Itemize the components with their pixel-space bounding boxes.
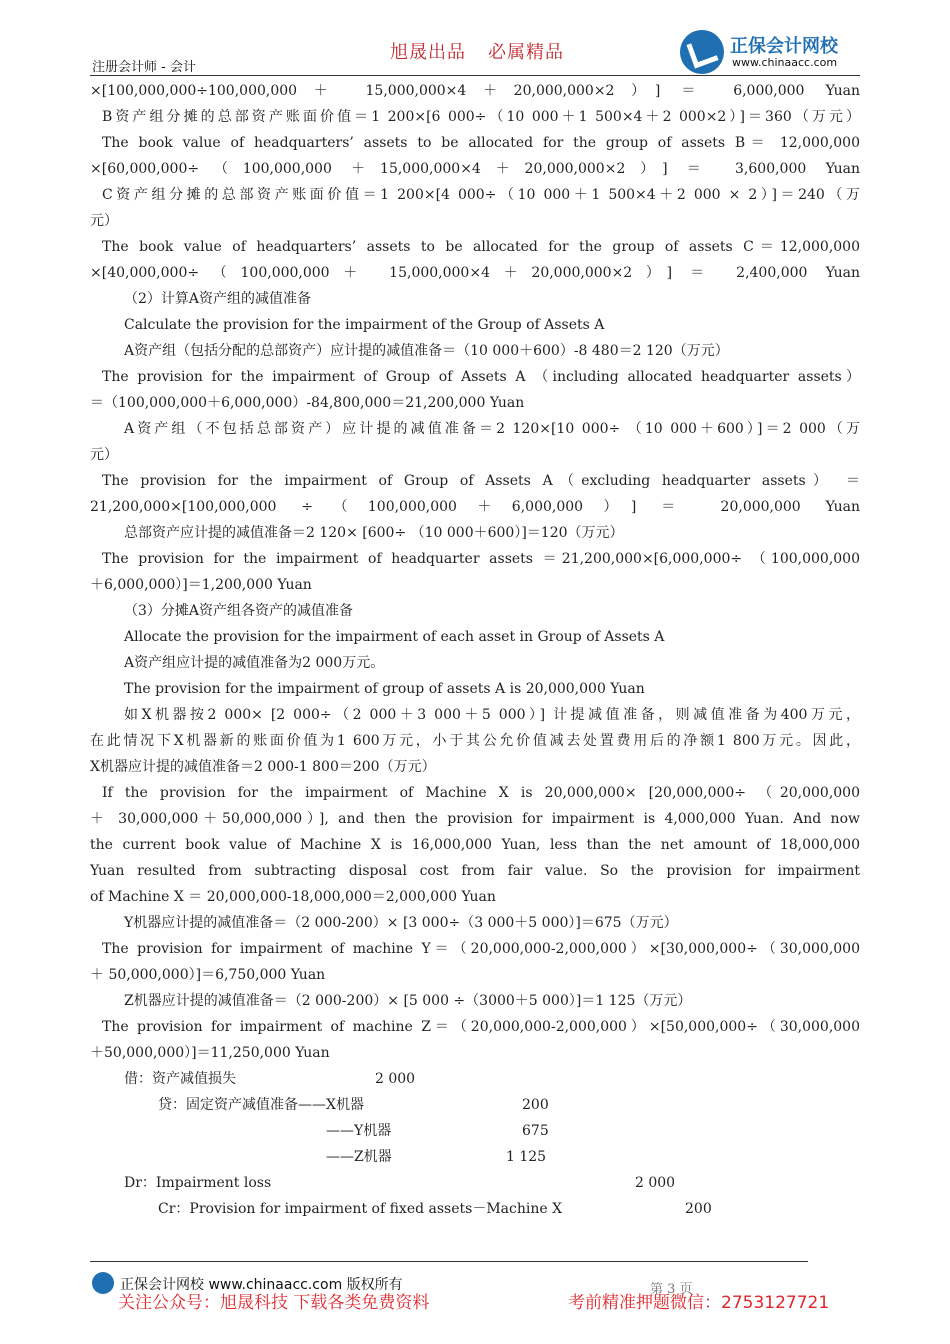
journal-amount: 200 xyxy=(685,1201,712,1217)
journal-entry xyxy=(90,1196,860,1222)
text-line: the current book value of Machine X is 16,000,000 Yuan, less than the net amount of 18,000,000 xyxy=(90,837,860,853)
section-heading: （2）计算A资产组的减值准备 xyxy=(124,291,312,307)
text-line: 元） xyxy=(90,213,118,229)
text-line: B资产组分摊的总部资产账面价值＝1 200×[6 000÷（10 000＋1 500×4＋2 000×2）]＝360（万元） xyxy=(102,109,860,125)
journal-amount: 675 xyxy=(522,1123,549,1139)
text-line: ＋ 50,000,000）]＝6,750,000 Yuan xyxy=(90,967,326,983)
journal-entry xyxy=(90,1092,860,1118)
text-line: The provision for the impairment of headquarter assets ＝21,200,000×[6,000,000÷ （100,000,000 xyxy=(102,551,860,567)
text-line: The book value of headquarters’ assets to be allocated for the group of assets B＝ 12,000,000 xyxy=(102,135,860,151)
text-line: The provision for the impairment of Group of Assets A （including allocated headquarter assets） xyxy=(102,369,860,385)
slogan-right: 必属精品 xyxy=(488,42,564,63)
text-line: 21,200,000×[100,000,000 ÷（100,000,000＋6,000,000）] ＝ 20,000,000 Yuan xyxy=(90,499,860,515)
text-line: 元） xyxy=(90,447,118,463)
text-line: ＋ 30,000,000＋50,000,000）], and then the provision for impairment is 4,000,000 Yuan. And now xyxy=(90,811,860,827)
journal-entry xyxy=(90,1066,860,1092)
footer-brand: 正保会计网校 www.chinaacc.com 版权所有 xyxy=(120,1277,403,1293)
page-number: 第 3 页 xyxy=(650,1282,693,1297)
logo-name: 正保会计网校 xyxy=(730,36,838,57)
text-line: of Machine X ＝ 20,000,000-18,000,000＝2,000,000 Yuan xyxy=(90,889,496,905)
text-line: ×[100,000,000÷100,000,000＋ 15,000,000×4＋20,000,000×2）] ＝ 6,000,000 Yuan xyxy=(90,83,860,99)
text-line: 如X机器按2 000× [2 000÷（2 000＋3 000＋5 000）] 计提减值准备，则减值准备为400万元， xyxy=(124,707,860,723)
section-heading: （3）分摊A资产组各资产的减值准备 xyxy=(124,603,354,619)
header-slogan xyxy=(390,38,564,64)
text-line: If the provision for the impairment of Machine X is 20,000,000× [20,000,000÷ （20,000,000 xyxy=(102,785,860,801)
text-line: The provision for impairment of machine Y＝（20,000,000-2,000,000）×[30,000,000÷（30,000,000 xyxy=(102,941,860,957)
text-line: The provision for the impairment of group of assets A is 20,000,000 Yuan xyxy=(124,681,645,697)
text-line: The provision for the impairment of Group of Assets A（excluding headquarter assets） ＝ xyxy=(102,473,860,489)
journal-entry xyxy=(90,1170,860,1196)
text-line: ×[60,000,000÷（100,000,000 ＋15,000,000×4＋20,000,000×2）] ＝ 3,600,000 Yuan xyxy=(90,161,860,177)
journal-account: Dr：Impairment loss xyxy=(124,1175,272,1191)
text-line: A资产组（包括分配的总部资产）应计提的减值准备＝（10 000＋600）-8 480＝2 120（万元） xyxy=(124,343,729,359)
chinaacc-logo xyxy=(680,30,860,74)
text-line: Y机器应计提的减值准备＝（2 000-200）× [3 000÷（3 000＋5 000）]＝675（万元） xyxy=(124,915,678,931)
slogan-left: 旭晟出品 xyxy=(390,42,466,63)
journal-amount: 2 000 xyxy=(635,1175,676,1191)
course-title: 注册会计师 - 会计 xyxy=(92,60,196,75)
text-line: A资产组（不包括总部资产）应计提的减值准备＝2 120×[10 000÷ （10 000＋600）]＝2 000（万 xyxy=(124,421,860,437)
header-divider xyxy=(90,75,860,76)
journal-account: ——Y机器 xyxy=(326,1123,392,1139)
journal-account: 借：资产减值损失 xyxy=(124,1071,236,1087)
text-line: X机器应计提的减值准备＝2 000-1 800＝200（万元） xyxy=(90,759,436,775)
text-line: Yuan resulted from subtracting disposal cost from fair value. So the provision for impairment xyxy=(90,863,860,879)
journal-account: 贷：固定资产减值准备——X机器 xyxy=(158,1097,364,1113)
text-line: 总部资产应计提的减值准备＝2 120× [600÷ （10 000＋600）]＝120（万元） xyxy=(124,525,624,541)
journal-entry xyxy=(90,1144,860,1170)
journal-amount: 200 xyxy=(522,1097,549,1113)
journal-entry xyxy=(90,1118,860,1144)
logo-icon xyxy=(680,30,724,74)
text-line: ×[40,000,000÷（100,000,000＋ 15,000,000×4＋20,000,000×2）] ＝ 2,400,000 Yuan xyxy=(90,265,860,281)
footer-divider xyxy=(90,1261,808,1262)
footer-logo-icon xyxy=(92,1272,114,1294)
journal-account: Cr：Provision for impairment of fixed assets－Machine X xyxy=(158,1201,563,1217)
journal-amount: 2 000 xyxy=(375,1071,416,1087)
footer-contact: 考前精准押题微信：2753127721 xyxy=(568,1293,830,1313)
logo-url: www.chinaacc.com xyxy=(732,56,838,69)
journal-account: ——Z机器 xyxy=(326,1149,392,1165)
text-line: Allocate the provision for the impairment of each asset in Group of Assets A xyxy=(124,629,665,645)
text-line: The provision for impairment of machine Z＝（20,000,000-2,000,000）×[50,000,000÷（30,000,000 xyxy=(102,1019,860,1035)
text-line: ＋50,000,000）]＝11,250,000 Yuan xyxy=(90,1045,330,1061)
text-line: Z机器应计提的减值准备＝（2 000-200）× [5 000 ÷（3000＋5 000）]＝1 125（万元） xyxy=(124,993,692,1009)
text-line: Calculate the provision for the impairment of the Group of Assets A xyxy=(124,317,605,333)
journal-amount: 1 125 xyxy=(506,1149,547,1165)
text-line: 在此情况下X机器新的账面价值为1 600万元，小于其公允价值减去处置费用后的净额1 800万元。因此， xyxy=(90,733,860,749)
text-line: A资产组应计提的减值准备为2 000万元。 xyxy=(124,655,385,671)
text-line: ＋6,000,000）]＝1,200,000 Yuan xyxy=(90,577,312,593)
document-body xyxy=(90,78,860,1222)
text-line: The book value of headquarters’ assets to be allocated for the group of assets C＝12,000,000 xyxy=(102,239,860,255)
text-line: C资产组分摊的总部资产账面价值＝1 200×[4 000÷（10 000＋1 500×4＋2 000 × 2）]＝240（万 xyxy=(102,187,860,203)
footer-promo: 关注公众号：旭晟科技 下载各类免费资料 xyxy=(118,1293,430,1313)
text-line: ＝（100,000,000＋6,000,000）-84,800,000＝21,200,000 Yuan xyxy=(90,395,525,411)
